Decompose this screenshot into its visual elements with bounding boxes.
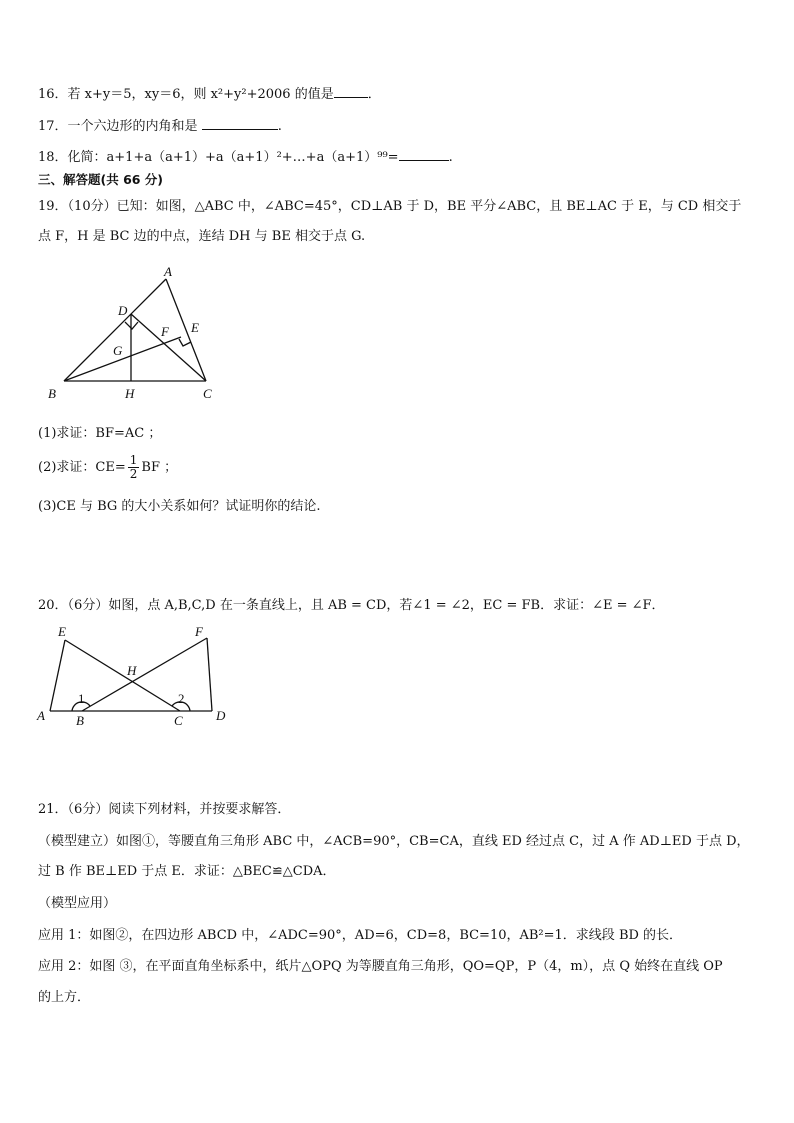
label-angle-2: 2	[178, 691, 185, 706]
question-16-text: 16．若 x+y＝5，xy＝6，则 x²+y²+2006 的值是	[38, 87, 334, 102]
segment-fb	[82, 638, 207, 711]
figure-19-triangle	[40, 262, 230, 404]
question-21-line-6: 应用 2：如图 ③，在平面直角坐标系中，纸片△OPQ 为等腰直角三角形，QO=QP，P（4，m），点 Q 始终在直线 OP	[38, 959, 723, 974]
question-17-tail: .	[277, 119, 282, 134]
label-d: D	[216, 708, 226, 723]
question-21-line-7: 的上方．	[38, 990, 91, 1005]
figure-20-crossing-triangles	[34, 624, 230, 730]
segment-ae	[50, 640, 65, 711]
label-h: H	[127, 663, 137, 678]
label-b: B	[48, 386, 56, 401]
label-f: F	[161, 324, 169, 339]
answer-blank-16[interactable]	[334, 84, 368, 98]
question-19-line-1: 19．（10分）已知：如图，△ABC 中，∠ABC=45°，CD⊥AB 于 D，BE 平分∠ABC，且 BE⊥AC 于 E，与 CD 相交于	[38, 199, 742, 214]
question-20-text: 20．（6分）如图，点 A,B,C,D 在一条直线上，且 AB = CD，若∠1 = ∠2，EC = FB．求证：∠E = ∠F．	[38, 598, 665, 613]
label-g: G	[113, 343, 123, 358]
question-21-line-2: （模型建立）如图①，等腰直角三角形 ABC 中，∠ACB=90°，CB=CA，直线 ED 经过点 C，过 A 作 AD⊥ED 于点 D，	[38, 834, 750, 849]
label-f: F	[195, 624, 203, 639]
question-18	[38, 147, 453, 167]
fraction-denominator: 2	[129, 467, 138, 481]
part-2-suffix: BF ；	[141, 460, 178, 475]
question-16	[38, 84, 381, 104]
right-angle-mark-e	[179, 339, 191, 346]
question-18-tail: .	[448, 150, 453, 165]
question-19-part-2	[38, 452, 177, 484]
answer-blank-17[interactable]	[202, 116, 278, 130]
section-heading: 三、解答题(共 66 分)	[38, 172, 164, 187]
answer-blank-18[interactable]	[399, 147, 449, 161]
segment-ac	[166, 279, 206, 381]
question-18-text: 18．化简：a+1+a（a+1）+a（a+1）²+…+a（a+1）⁹⁹=	[38, 150, 399, 165]
label-h: H	[125, 386, 135, 401]
question-17-text: 17．一个六边形的内角和是	[38, 119, 202, 134]
label-e: E	[191, 320, 199, 335]
question-19-part-1: (1)求证：BF=AC ；	[38, 426, 162, 441]
label-c: C	[203, 386, 212, 401]
segment-be	[64, 337, 181, 381]
label-e: E	[58, 624, 66, 639]
question-16-tail: ．	[367, 87, 381, 102]
question-21-line-1: 21．（6分）阅读下列材料，并按要求解答．	[38, 802, 291, 817]
question-19-part-3: (3)CE 与 BG 的大小关系如何？试证明你的结论.	[38, 499, 321, 514]
part-2-prefix: (2)求证：CE=	[38, 460, 126, 475]
question-17	[38, 116, 282, 136]
segment-df	[207, 638, 212, 711]
fraction-one-half	[128, 454, 140, 481]
label-b: B	[76, 713, 84, 728]
label-a: A	[37, 708, 45, 723]
segment-ba	[64, 279, 166, 381]
label-a: A	[164, 264, 172, 279]
label-c: C	[174, 713, 183, 728]
fraction-numerator: 1	[129, 453, 138, 467]
question-19-line-2: 点 F，H 是 BC 边的中点，连结 DH 与 BE 相交于点 G.	[38, 229, 366, 244]
label-angle-1: 1	[78, 691, 85, 706]
question-21-line-3: 过 B 作 BE⊥ED 于点 E．求证：△BEC≌△CDA．	[38, 864, 336, 879]
question-21-line-5: 应用 1：如图②，在四边形 ABCD 中，∠ADC=90°，AD=6，CD=8，BC=10，AB²=1．求线段 BD 的长．	[38, 928, 683, 943]
label-d: D	[118, 303, 128, 318]
question-21-line-4: （模型应用）	[38, 896, 117, 911]
